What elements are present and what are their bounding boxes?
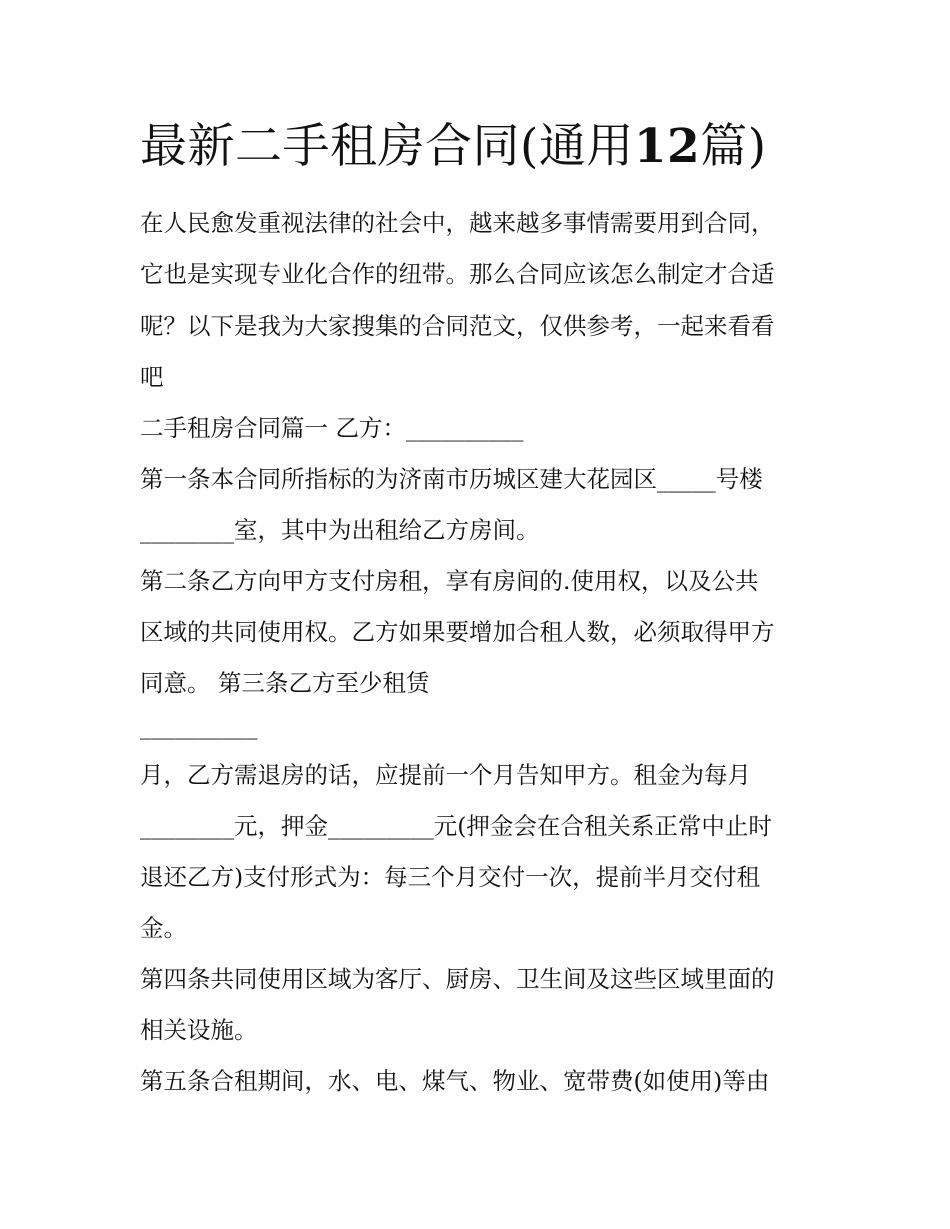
paragraph-line: 第一条本合同所指标的为济南市历城区建大花园区_____号楼 bbox=[140, 465, 763, 493]
paragraph-line: 区域的共同使用权。乙方如果要增加合租人数，必须取得甲方 bbox=[140, 618, 775, 646]
paragraph-line: 月，乙方需退房的话，应提前一个月告知甲方。租金为每月 bbox=[140, 761, 751, 789]
paragraph-line: 吧 bbox=[140, 363, 164, 391]
paragraph-line: ________元，押金_________元(押金会在合租关系正常中止时 bbox=[140, 812, 772, 840]
paragraph-line: 第四条共同使用区域为客厅、厨房、卫生间及这些区域里面的 bbox=[140, 965, 775, 993]
paragraph-line: 同意。 第三条乙方至少租赁 bbox=[140, 669, 430, 697]
paragraph-line: 它也是实现专业化合作的纽带。那么合同应该怎么制定才合适 bbox=[140, 260, 775, 288]
title-number: 12 bbox=[633, 119, 701, 174]
blank-line: __________ bbox=[140, 712, 258, 740]
paragraph-line: 在人民愈发重视法律的社会中，越来越多事情需要用到合同， bbox=[140, 209, 775, 237]
paragraph-line: 呢？以下是我为大家搜集的合同范文，仅供参考，一起来看看 bbox=[140, 312, 775, 340]
title-text: 最新二手租房合同(通用 bbox=[140, 119, 634, 174]
section-heading-line: 二手租房合同篇一 乙方：__________ bbox=[140, 414, 524, 442]
paragraph-line: 退还乙方)支付形式为：每三个月交付一次，提前半月交付租 bbox=[140, 863, 761, 891]
paragraph-line: 相关设施。 bbox=[140, 1016, 258, 1044]
paragraph-line: 金。 bbox=[140, 914, 187, 942]
title-text-end: 篇) bbox=[700, 119, 767, 174]
document-title bbox=[140, 114, 767, 180]
paragraph-line: ________室，其中为出租给乙方房间。 bbox=[140, 516, 540, 544]
paragraph-line: 第五条合租期间，水、电、煤气、物业、宽带费(如使用)等由 bbox=[140, 1067, 770, 1095]
paragraph-line: 第二条乙方向甲方支付房租，享有房间的.使用权，以及公共 bbox=[140, 567, 759, 595]
